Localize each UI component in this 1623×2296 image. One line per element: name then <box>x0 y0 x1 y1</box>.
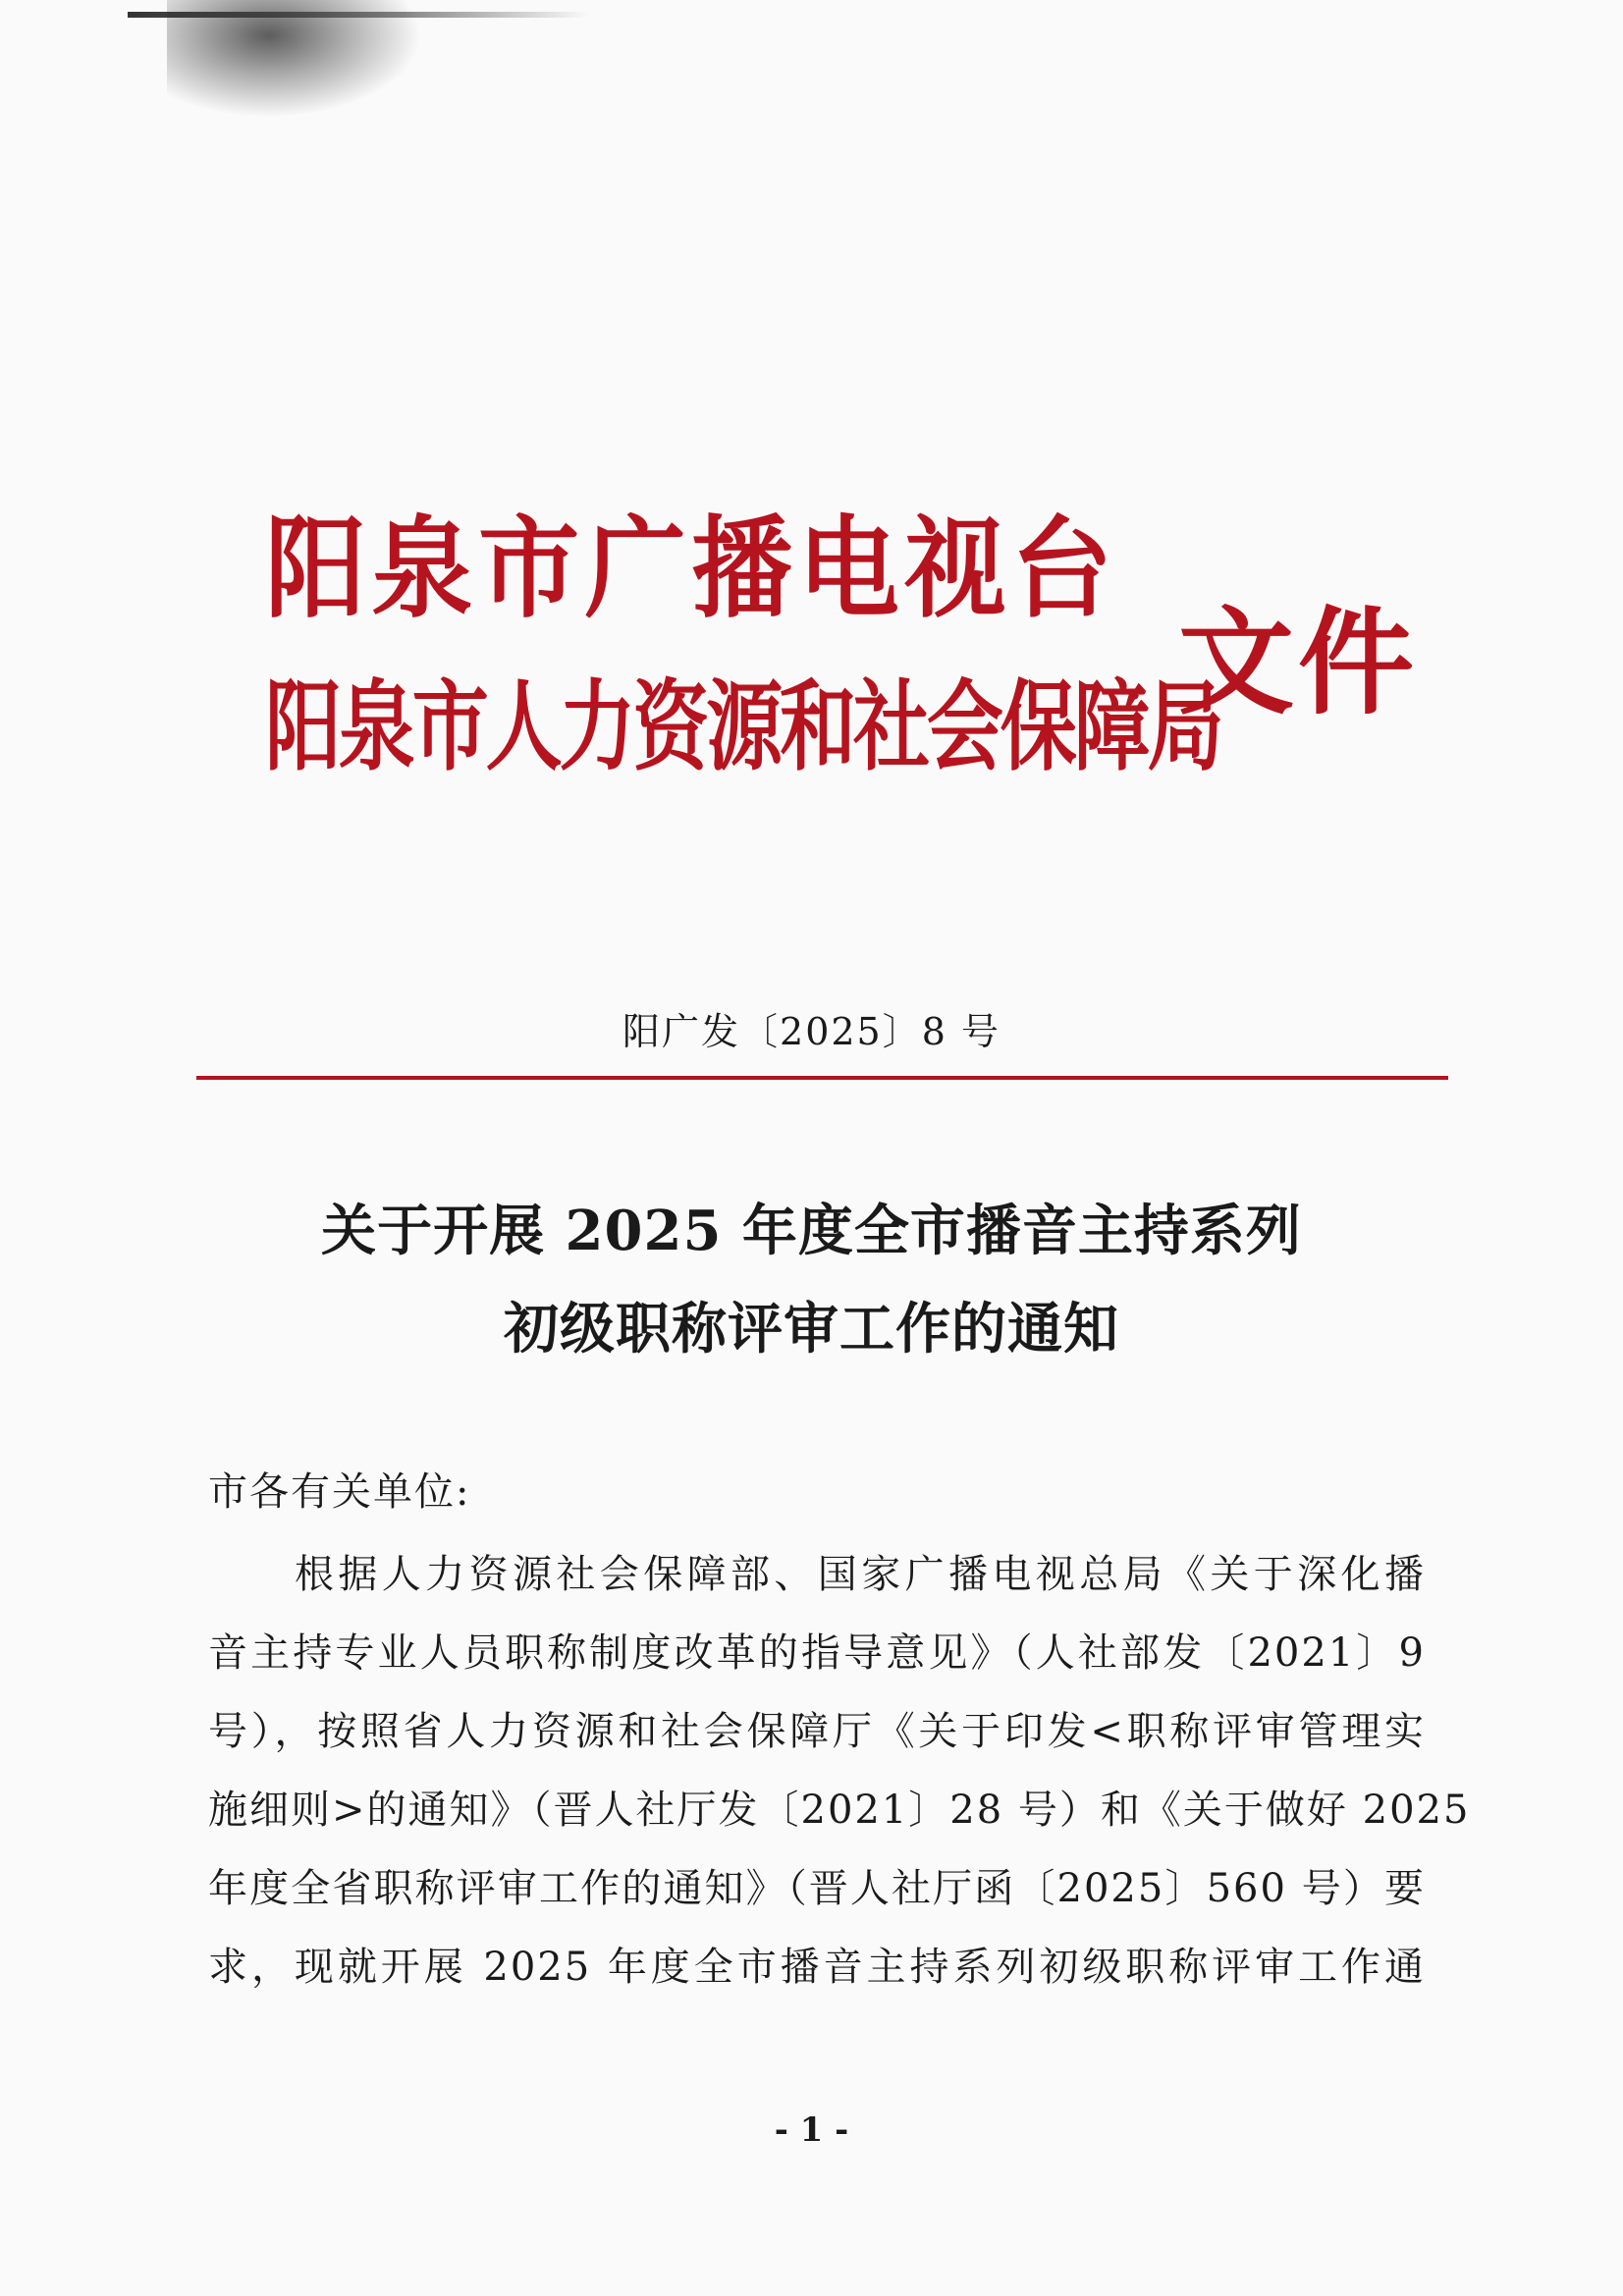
page-number: - 1 - <box>774 2110 849 2150</box>
red-header <box>265 481 1424 815</box>
body-line: 求，现就开展 2025 年度全市播音主持系列初级职称评审工作通 <box>208 1945 1426 1990</box>
body-line: 根据人力资源社会保障部、国家广播电视总局《关于深化播 <box>295 1552 1426 1597</box>
notice-title-line-1: 关于开展 2025 年度全市播音主持系列 <box>321 1199 1302 1263</box>
salutation: 市各有关单位: <box>208 1469 471 1515</box>
document-number: 阳广发〔2025〕8 号 <box>622 1010 1001 1053</box>
body-line: 年度全省职称评审工作的通知》（晋人社厅函〔2025〕560 号）要 <box>208 1866 1426 1911</box>
body-line: 施细则>的通知》（晋人社厅发〔2021〕28 号）和《关于做好 2025 <box>208 1788 1471 1833</box>
issuer-name-1: 阳泉市广播电视台 <box>265 506 1118 633</box>
document-label: 文件 <box>1178 595 1419 730</box>
red-divider <box>196 1076 1448 1080</box>
scan-edge <box>128 12 589 18</box>
notice-title-line-2: 初级职称评审工作的通知 <box>504 1297 1119 1362</box>
body-line: 音主持专业人员职称制度改革的指导意见》（人社部发〔2021〕9 <box>208 1630 1426 1676</box>
body-line: 号），按照省人力资源和社会保障厅《关于印发<职称评审管理实 <box>208 1709 1426 1754</box>
issuer-name-2: 阳泉市人力资源和社会保障局 <box>265 669 1221 784</box>
scan-shadow <box>167 0 422 118</box>
